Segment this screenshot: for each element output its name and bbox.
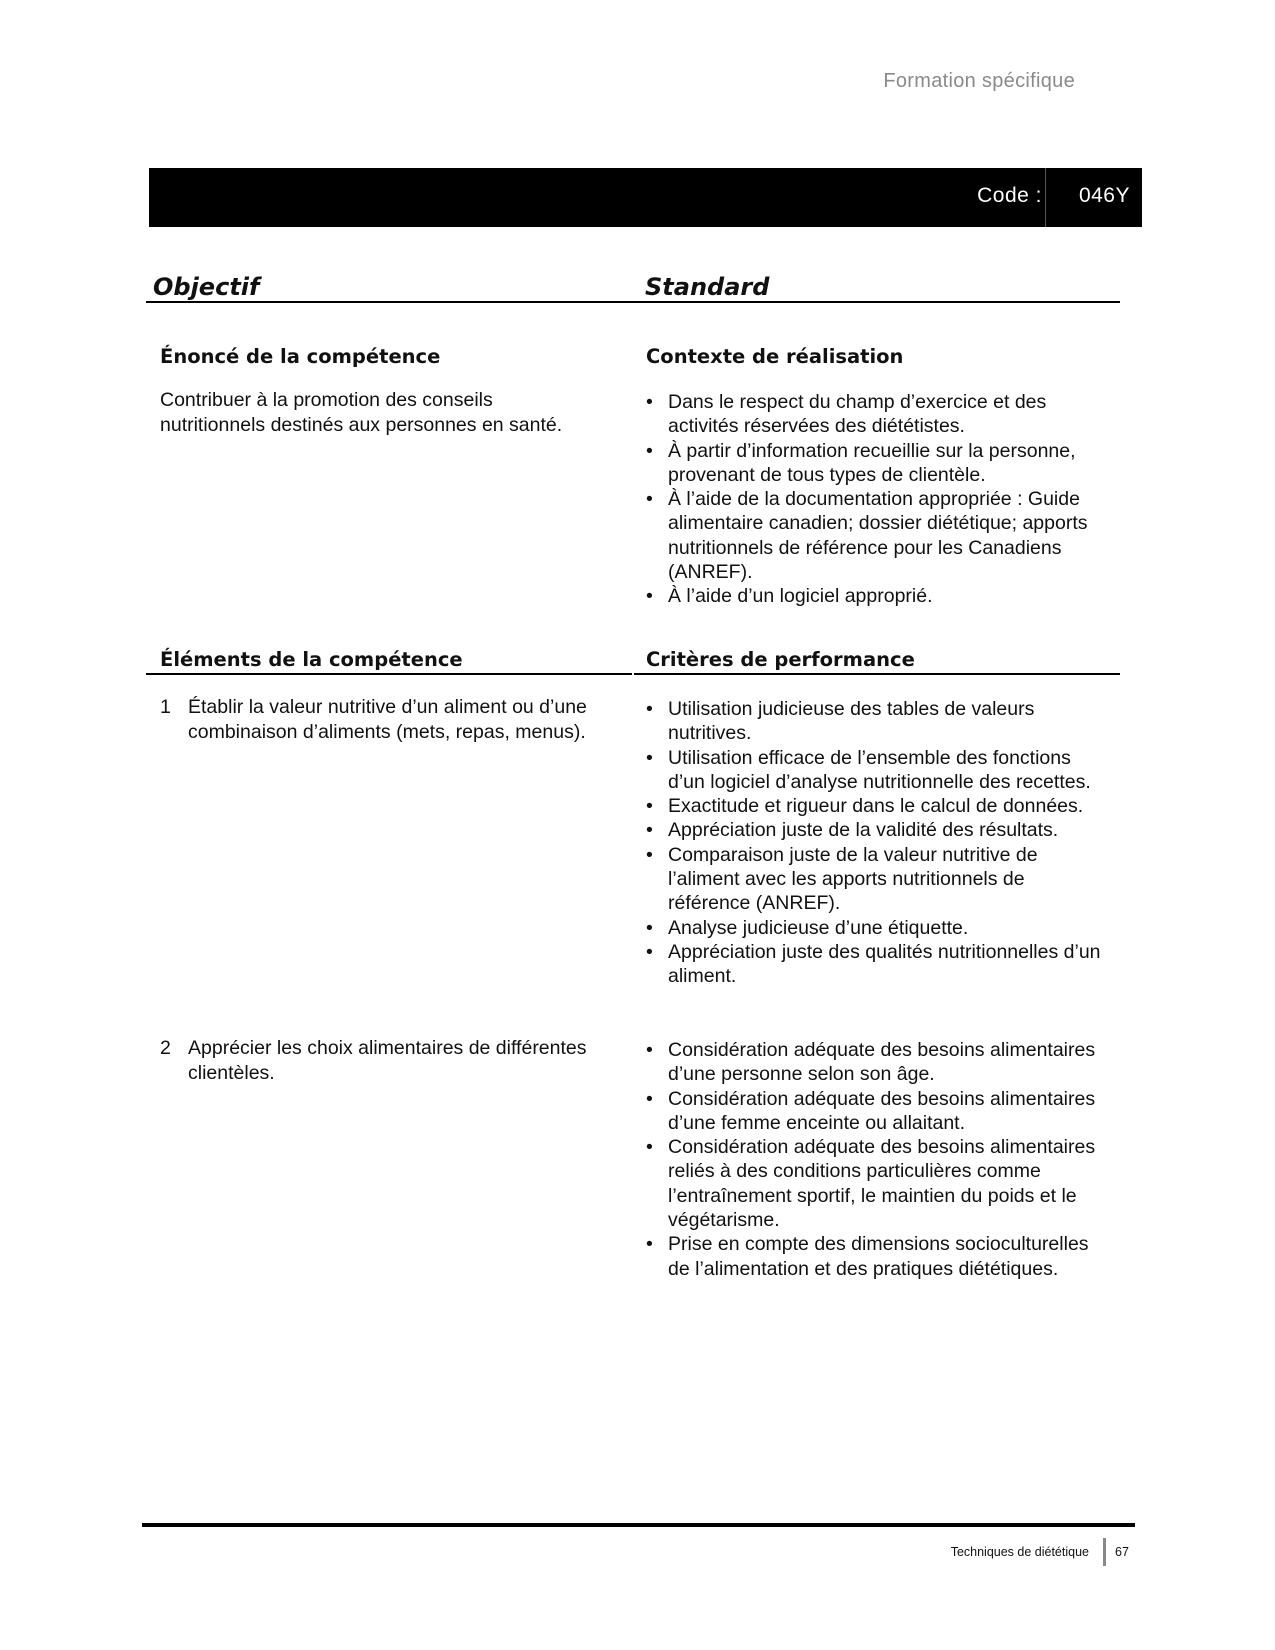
bullet-item	[646, 1087, 1110, 1136]
bullet-icon: •	[646, 439, 653, 462]
contexte-list	[646, 390, 1110, 609]
bullet-item	[646, 697, 1110, 746]
criteres-title: Critères de performance	[646, 648, 915, 671]
criteria-list-2	[646, 1038, 1110, 1281]
element-text: Établir la valeur nutritive d’un aliment ou d’une combinaison d’aliments (mets, repas, menus).	[188, 696, 587, 743]
bullet-item	[646, 916, 1110, 940]
element-1	[160, 695, 620, 744]
bullet-item	[646, 940, 1110, 989]
page-number: 67	[1115, 1545, 1129, 1559]
bullet-icon: •	[646, 940, 653, 963]
element-text: Apprécier les choix alimentaires de différentes clientèles.	[188, 1037, 587, 1084]
bullet-text: Utilisation judicieuse des tables de valeurs nutritives.	[668, 698, 1035, 745]
code-divider	[1045, 168, 1046, 227]
code-value: 046Y	[1078, 184, 1130, 207]
bullet-item	[646, 794, 1110, 818]
code-banner	[149, 168, 1142, 227]
bullet-icon: •	[646, 843, 653, 866]
bullet-icon: •	[646, 488, 653, 511]
enonce-text: Contribuer à la promotion des conseils nutritionnels destinés aux personnes en santé.	[160, 389, 563, 436]
code-label: Code :	[977, 184, 1042, 207]
bullet-icon: •	[646, 391, 653, 413]
bullet-icon: •	[646, 698, 653, 720]
bullet-text: Appréciation juste de la validité des résultats.	[668, 819, 1059, 842]
bullet-item	[646, 487, 1110, 584]
elements-title: Éléments de la compétence	[160, 648, 463, 671]
heading-rule	[146, 301, 1120, 303]
bullet-icon: •	[646, 746, 653, 769]
criteria-list-1	[646, 697, 1110, 989]
running-header: Formation spécifique	[883, 70, 1075, 92]
bullet-icon: •	[646, 795, 653, 818]
criteres-rule	[634, 673, 1120, 675]
bullet-item	[646, 1135, 1110, 1232]
element-number: 2	[160, 1037, 171, 1059]
bullet-text: Dans le respect du champ d’exercice et des activités réservées des diététistes.	[668, 391, 1047, 438]
bullet-text: À partir d’information recueillie sur la personne, provenant de tous types de clientèle.	[668, 439, 1076, 486]
bullet-text: Comparaison juste de la valeur nutritive de l’aliment avec les apports nutritionnels de référence (ANREF).	[668, 843, 1038, 915]
bullet-icon: •	[646, 916, 653, 939]
bullet-icon: •	[646, 819, 653, 842]
bullet-text: Appréciation juste des qualités nutritionnelles d’un aliment.	[668, 940, 1101, 988]
bullet-item	[646, 390, 1110, 439]
footer-title: Techniques de diététique	[950, 1545, 1089, 1559]
bullet-item	[646, 746, 1110, 795]
bullet-icon: •	[646, 1136, 653, 1159]
bullet-icon: •	[646, 1233, 653, 1256]
bullet-item	[646, 439, 1110, 488]
enonce-title: Énoncé de la compétence	[160, 345, 441, 368]
bullet-text: Analyse judicieuse d’une étiquette.	[668, 916, 969, 939]
bullet-item	[646, 584, 1110, 608]
element-2	[160, 1036, 620, 1085]
bullet-item	[646, 818, 1110, 842]
elements-rule	[146, 673, 632, 675]
footer-rule	[142, 1523, 1135, 1527]
bullet-text: Exactitude et rigueur dans le calcul de données.	[668, 795, 1084, 818]
bullet-text: À l’aide de la documentation appropriée : Guide alimentaire canadien; dossier diététique; apports nutritionnels de référence pour les Canadiens (ANREF).	[668, 488, 1088, 584]
bullet-text: Prise en compte des dimensions socioculturelles de l’alimentation et des pratiques diététiques.	[668, 1233, 1089, 1280]
column-heading-standard: Standard	[645, 273, 770, 301]
bullet-item	[646, 1232, 1110, 1281]
bullet-text: Considération adéquate des besoins alimentaires d’une personne selon son âge.	[668, 1039, 1096, 1086]
bullet-text: À l’aide d’un logiciel approprié.	[668, 585, 933, 608]
element-number: 1	[160, 696, 171, 718]
bullet-text: Utilisation efficace de l’ensemble des fonctions d’un logiciel d’analyse nutritionnelle des recettes.	[668, 746, 1091, 793]
bullet-icon: •	[646, 585, 653, 608]
footer-divider	[1103, 1538, 1106, 1566]
column-heading-objectif: Objectif	[153, 273, 260, 301]
bullet-icon: •	[646, 1039, 653, 1061]
bullet-icon: •	[646, 1087, 653, 1110]
bullet-text: Considération adéquate des besoins alimentaires reliés à des conditions particulières comme l’entraînement sportif, le maintien du poids et le végétarisme.	[668, 1136, 1096, 1232]
bullet-item	[646, 1038, 1110, 1087]
bullet-item	[646, 843, 1110, 916]
contexte-title: Contexte de réalisation	[646, 345, 904, 368]
bullet-text: Considération adéquate des besoins alimentaires d’une femme enceinte ou allaitant.	[668, 1087, 1096, 1134]
